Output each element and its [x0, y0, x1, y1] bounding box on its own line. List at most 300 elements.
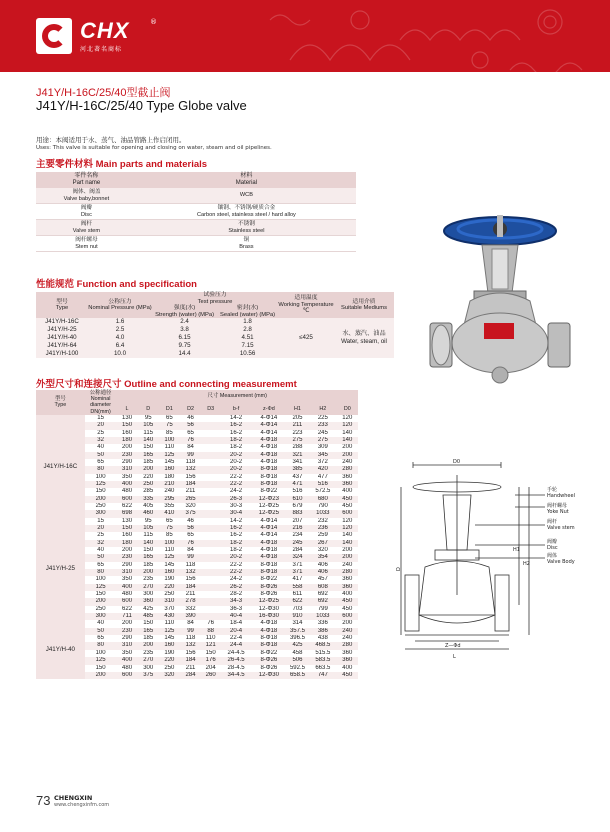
table-cell: 176: [201, 657, 220, 664]
table-cell: 65: [97, 561, 104, 568]
table-cell: 40: [97, 620, 104, 627]
table-row: [36, 598, 358, 605]
table-row: [36, 665, 358, 672]
table-cell: 355: [164, 502, 175, 509]
table-cell: 20-2: [220, 554, 252, 561]
col-bf: b-f: [220, 402, 252, 414]
table-cell: 390: [180, 613, 201, 620]
table-cell: 76: [180, 540, 201, 547]
table-cell: 211: [185, 488, 196, 495]
table-cell: 40-4: [220, 613, 252, 620]
table-cell: 12-Φ30: [252, 672, 286, 679]
table-cell: 400: [342, 488, 353, 495]
table-cell: 341: [292, 458, 303, 465]
table-cell: 2.5: [88, 326, 152, 334]
table-cell: 396.5: [289, 635, 305, 642]
table-cell: 320: [185, 502, 196, 509]
table-cell: [201, 584, 220, 591]
label-stem-cn: 阀杆: [547, 519, 558, 525]
table-cell: 125: [159, 452, 180, 459]
table-row: [36, 569, 358, 576]
table-cell: 371: [292, 561, 303, 568]
table-cell: 85: [166, 429, 173, 436]
table-cell: 360: [337, 481, 358, 488]
table-cell: 30-4: [220, 510, 252, 517]
table-cell: 16-2: [230, 429, 243, 436]
table-cell: 600: [116, 598, 137, 605]
table-cell: 400: [342, 591, 353, 598]
table-row: [36, 672, 358, 679]
table-cell: 110: [164, 547, 175, 553]
table-cell: 132: [180, 466, 201, 473]
table-row: [36, 415, 358, 422]
table-cell: 120: [342, 517, 353, 524]
table-cell: 160: [159, 642, 180, 649]
table-cell: 600: [337, 613, 358, 620]
function-table: [36, 292, 394, 358]
table-row: [36, 613, 358, 620]
table-cell: 240: [164, 488, 175, 495]
table-cell: 204: [205, 664, 216, 671]
table-cell: 320: [159, 672, 180, 679]
col-d3: D3: [201, 402, 220, 414]
table-cell: 211: [185, 664, 196, 671]
table-cell: 140: [138, 437, 159, 444]
table-cell: 4-Φ18: [260, 458, 278, 465]
table-cell: 84: [187, 547, 194, 553]
table-cell: 230: [116, 628, 137, 635]
table-cell: 200: [85, 672, 117, 679]
table-cell: 8-Φ18: [252, 481, 286, 488]
col-d1: D1: [159, 402, 180, 414]
table-cell: 20-2: [220, 466, 252, 473]
table-cell: [201, 562, 220, 569]
uses-en: Uses: This valve is suitable for opening and closing on water, steam and oil pipelines.: [36, 145, 272, 151]
table-cell: 284: [292, 547, 303, 553]
table-cell: [201, 474, 220, 481]
materials-table: [36, 172, 356, 252]
col-d2: D2: [180, 402, 201, 414]
table-cell: 24-4.5: [227, 649, 245, 656]
table-cell: 703: [292, 605, 303, 612]
table-cell: 450: [342, 502, 353, 509]
table-cell: 350: [122, 649, 133, 656]
table-cell: 200: [122, 547, 133, 553]
table-cell: 480: [122, 664, 133, 671]
table-cell: [201, 613, 220, 620]
table-cell: 4-Φ14: [252, 422, 286, 429]
table-cell: 118: [185, 458, 196, 465]
table-cell: 211: [286, 422, 309, 429]
table-cell: 515.5: [315, 649, 331, 656]
table-cell: 310: [116, 642, 137, 649]
table-cell: 26-3: [220, 496, 252, 503]
table-cell: J41Y/H-40: [36, 334, 88, 342]
label-stem-en: Valve stem: [547, 525, 575, 531]
table-cell: [201, 598, 220, 605]
table-cell: 10.0: [88, 350, 152, 358]
table-cell: 20: [85, 422, 117, 429]
table-row: [36, 532, 358, 539]
table-cell: 572.5: [315, 488, 331, 495]
table-cell: 235: [143, 576, 154, 583]
table-cell: 410: [159, 510, 180, 517]
label-d0: D0: [453, 459, 461, 465]
table-cell: 747: [309, 672, 337, 679]
table-cell: 235: [143, 649, 154, 656]
col-part-name: 零件名称 Part name: [36, 172, 137, 188]
table-cell: 400: [342, 664, 353, 671]
table-cell: 95: [144, 517, 152, 524]
table-cell: 184: [180, 481, 201, 488]
table-cell: 115: [143, 429, 153, 436]
table-cell: 321: [286, 452, 309, 459]
table-cell: 250: [164, 664, 175, 671]
table-cell: 350: [122, 576, 133, 583]
table-cell: 125: [85, 584, 117, 591]
table-cell: 12-Φ25: [252, 510, 286, 517]
table-cell: 420: [309, 466, 337, 473]
table-cell: 110: [164, 620, 175, 627]
table-cell: 65: [166, 517, 173, 524]
table-cell: 125: [85, 657, 117, 664]
table-cell: 24-4: [220, 642, 252, 649]
table-cell: 185: [143, 458, 154, 465]
table-cell: 692: [317, 591, 328, 598]
table-cell: [201, 452, 220, 459]
table-cell: 160: [122, 532, 133, 539]
col-test-pressure: 试验压力 Test pressure: [152, 292, 278, 305]
table-cell: 372: [317, 458, 328, 465]
table-row: [36, 591, 358, 598]
table-cell: 9.75: [152, 342, 217, 350]
table-cell: 105: [138, 525, 159, 532]
table-cell: [201, 488, 220, 495]
table-cell: 22-2: [220, 481, 252, 488]
table-cell: 250: [95, 502, 106, 509]
table-cell: 115: [143, 532, 153, 539]
table-cell: 18-2: [230, 547, 243, 553]
table-row: [36, 642, 358, 649]
table-cell: 300: [143, 664, 154, 671]
table-cell: 250: [95, 605, 106, 612]
table-cell: 220: [143, 473, 154, 480]
table-cell: 8-Φ18: [252, 642, 286, 649]
table-cell: 99: [180, 452, 201, 459]
table-cell: 354: [309, 554, 337, 561]
table-cell: 360: [342, 473, 353, 480]
table-cell: 310: [159, 598, 180, 605]
table-cell: 105: [138, 422, 159, 429]
table-cell: 405: [143, 502, 154, 509]
label-d: D: [396, 567, 402, 571]
footer-url: www.chengxinfm.com: [54, 802, 110, 808]
label-h2: H2: [523, 561, 530, 567]
table-row: [36, 554, 358, 561]
table-cell: 46: [187, 414, 194, 421]
table-cell: 12-Φ30: [258, 605, 279, 612]
table-cell: 692: [309, 598, 337, 605]
table-cell: 140: [138, 540, 159, 547]
table-cell: 200: [138, 466, 159, 473]
table-cell: 450: [337, 598, 358, 605]
table-cell: 2.4: [152, 318, 217, 326]
table-cell: 85: [166, 532, 173, 539]
label-h1: H1: [513, 547, 520, 553]
table-cell: 150: [205, 649, 216, 656]
table-row: [36, 437, 358, 444]
table-cell: 300: [143, 591, 154, 598]
table-cell: 320: [317, 547, 328, 553]
table-cell: 278: [180, 598, 201, 605]
table-cell: 22-2: [230, 473, 243, 480]
table-cell: 200: [342, 444, 353, 451]
table-cell: 6.4: [88, 342, 152, 350]
table-cell: 375: [138, 672, 159, 679]
table-cell: 156: [185, 473, 196, 480]
table-cell: 471: [286, 481, 309, 488]
table-cell: 15: [97, 517, 104, 524]
table-cell: 120: [342, 414, 353, 421]
label-yokenut-cn: 阀杆螺母: [547, 503, 568, 509]
table-row: [36, 620, 358, 627]
table-cell: 18-2: [230, 444, 243, 451]
table-cell: 118: [185, 561, 196, 568]
temperature-cell: ≤425: [278, 318, 334, 358]
table-cell: 36-3: [230, 605, 243, 612]
table-cell: 185: [143, 561, 154, 568]
table-row: [36, 488, 358, 495]
table-cell: 260: [201, 672, 220, 679]
brand-logo-icon: [36, 18, 72, 54]
table-cell: 56: [180, 422, 201, 429]
table-cell: 160: [159, 569, 180, 576]
table-cell: 20-4: [220, 628, 252, 635]
table-cell: 280: [337, 569, 358, 576]
table-cell: J41Y/H-64: [36, 342, 88, 350]
table-cell: 480: [122, 488, 133, 495]
label-zd: Z—Φd: [445, 643, 461, 649]
table-row: [36, 650, 358, 657]
table-cell: 18-2: [220, 437, 252, 444]
table-cell: 65: [166, 414, 173, 421]
table-row: [36, 547, 358, 554]
table-cell: 4-Φ14: [260, 429, 278, 436]
table-cell: 360: [337, 584, 358, 591]
table-cell: 150: [116, 525, 137, 532]
table-cell: 140: [337, 437, 358, 444]
table-cell: 386: [309, 628, 337, 635]
table-cell: 150: [143, 620, 154, 627]
table-row: 阀杆 Valve stem 不锈钢 Stainless steel: [36, 220, 356, 236]
brand-name: CHX: [80, 18, 130, 43]
table-cell: 790: [317, 502, 328, 509]
table-cell: 200: [122, 444, 133, 451]
table-cell: 160: [159, 466, 180, 473]
table-cell: 80: [85, 642, 117, 649]
table-cell: 65: [187, 532, 194, 539]
table-cell: 4.0: [88, 334, 152, 342]
table-cell: 125: [85, 481, 117, 488]
table-cell: 1.8: [217, 318, 278, 326]
table-cell: 4-Φ18: [260, 444, 278, 451]
table-cell: 8-Φ18: [260, 561, 278, 568]
table-cell: 608: [309, 584, 337, 591]
valve-outline-drawing: [395, 455, 595, 705]
table-cell: 400: [116, 657, 137, 664]
table-cell: 280: [337, 466, 358, 473]
table-cell: 16-2: [220, 422, 252, 429]
table-cell: 28-4.5: [227, 664, 245, 671]
table-cell: 184: [180, 584, 201, 591]
table-cell: 698: [116, 510, 137, 517]
table-cell: 350: [122, 473, 133, 480]
decorative-cloud-pattern: [250, 0, 610, 72]
table-cell: 14-2: [230, 414, 243, 421]
table-cell: 190: [164, 576, 175, 583]
table-cell: 910: [286, 613, 309, 620]
table-cell: 140: [342, 429, 353, 436]
col-dn: 公称通径 Nominal diameter DN(mm): [85, 390, 117, 415]
table-row: [36, 452, 358, 459]
mediums-cell: 水、蒸汽、油品 Water, steam, oil: [334, 318, 394, 358]
table-cell: 265: [180, 496, 201, 503]
table-row: [36, 540, 358, 547]
table-cell: 290: [122, 635, 133, 642]
table-cell: 22-2: [220, 569, 252, 576]
table-cell: 125: [159, 628, 180, 635]
table-cell: 8-Φ22: [260, 649, 278, 656]
table-cell: 76: [207, 620, 214, 627]
table-cell: 345: [309, 452, 337, 459]
table-cell: 30-3: [230, 502, 243, 509]
table-cell: 145: [164, 458, 175, 465]
table-cell: 679: [292, 502, 303, 509]
table-cell: 50: [85, 628, 117, 635]
table-row: [36, 628, 358, 635]
table-cell: 32: [85, 437, 117, 444]
table-cell: 200: [337, 554, 358, 561]
table-cell: 12-Φ23: [252, 496, 286, 503]
label-disc-cn: 阀瓣: [547, 539, 558, 545]
table-cell: 250: [164, 591, 175, 598]
table-cell: 25: [97, 429, 104, 436]
table-cell: 132: [180, 569, 201, 576]
table-cell: 285: [143, 488, 154, 495]
table-cell: 50: [85, 452, 117, 459]
table-cell: 130: [122, 414, 133, 421]
table-cell: 46: [187, 517, 194, 524]
label-yokenut-en: Yoke Nut: [547, 509, 569, 515]
table-cell: 200: [122, 620, 133, 627]
table-cell: 360: [342, 649, 353, 656]
table-cell: 150: [143, 547, 154, 553]
table-cell: 4-Φ14: [260, 414, 278, 421]
table-cell: 280: [337, 642, 358, 649]
table-cell: [201, 606, 220, 613]
table-cell: 275: [286, 437, 309, 444]
table-cell: 4-Φ18: [260, 547, 278, 553]
table-cell: J41Y/H-100: [36, 350, 88, 358]
table-cell: [201, 569, 220, 576]
table-cell: 12-Φ25: [252, 598, 286, 605]
table-cell: 236: [309, 525, 337, 532]
table-cell: 75: [159, 525, 180, 532]
table-cell: 6.15: [152, 334, 217, 342]
table-cell: 232: [317, 517, 328, 524]
table-cell: 558: [286, 584, 309, 591]
label-l: L: [453, 654, 456, 660]
table-cell: 34-4.5: [220, 672, 252, 679]
table-cell: 65: [97, 458, 104, 465]
table-cell: 150: [95, 591, 106, 598]
table-cell: 4-Φ18: [252, 540, 286, 547]
table-cell: 211: [185, 591, 196, 598]
table-row: [36, 576, 358, 583]
table-cell: 4-Φ18: [252, 554, 286, 561]
table-cell: 371: [286, 569, 309, 576]
table-cell: 245: [286, 540, 309, 547]
table-cell: 506: [286, 657, 309, 664]
table-cell: 26-2: [220, 584, 252, 591]
table-cell: 8-Φ18: [252, 569, 286, 576]
table-cell: 314: [292, 620, 303, 627]
table-cell: 99: [180, 628, 201, 635]
table-cell: 132: [180, 642, 201, 649]
table-cell: 8-Φ26: [260, 664, 278, 671]
table-cell: 216: [286, 525, 309, 532]
table-cell: 406: [317, 561, 328, 568]
table-cell: 4-Φ14: [260, 532, 278, 539]
table-cell: 16-Φ30: [252, 613, 286, 620]
table-row: [36, 635, 358, 642]
table-cell: 360: [337, 657, 358, 664]
table-cell: 335: [138, 496, 159, 503]
table-cell: [201, 444, 220, 451]
col-mediums: 适用介质 Suitable Mediums: [334, 292, 394, 318]
table-cell: 622: [286, 598, 309, 605]
table-cell: 2.8: [217, 326, 278, 334]
table-cell: 234: [292, 532, 303, 539]
table-cell: [201, 540, 220, 547]
table-cell: 50: [85, 554, 117, 561]
table-cell: 56: [180, 525, 201, 532]
col-measurement: 尺寸 Measurement (mm): [116, 390, 358, 402]
type-cell: J41Y/H-16C: [36, 415, 85, 518]
col-zd: z-Φd: [252, 402, 286, 414]
table-cell: 180: [164, 473, 175, 480]
table-row: [36, 525, 358, 532]
table-cell: 207: [292, 517, 303, 524]
col-h1: H1: [286, 402, 309, 414]
table-cell: 22-4: [230, 635, 243, 642]
col-temperature: 适用温度 Working Temperature ℃: [278, 292, 334, 318]
table-cell: 430: [159, 613, 180, 620]
uses-cn: 用途：本阀适用于水、蒸气、油品管路上作启闭用。: [36, 136, 186, 144]
table-cell: [201, 510, 220, 517]
table-cell: 32: [85, 540, 117, 547]
table-cell: 622: [122, 502, 133, 509]
table-cell: 460: [138, 510, 159, 517]
table-row: [36, 459, 358, 466]
table-cell: 100: [159, 540, 180, 547]
table-row: [36, 422, 358, 429]
table-cell: 233: [309, 422, 337, 429]
table-cell: 1033: [309, 510, 337, 517]
table-row: [36, 481, 358, 488]
table-cell: 385: [286, 466, 309, 473]
table-cell: 485: [138, 613, 159, 620]
